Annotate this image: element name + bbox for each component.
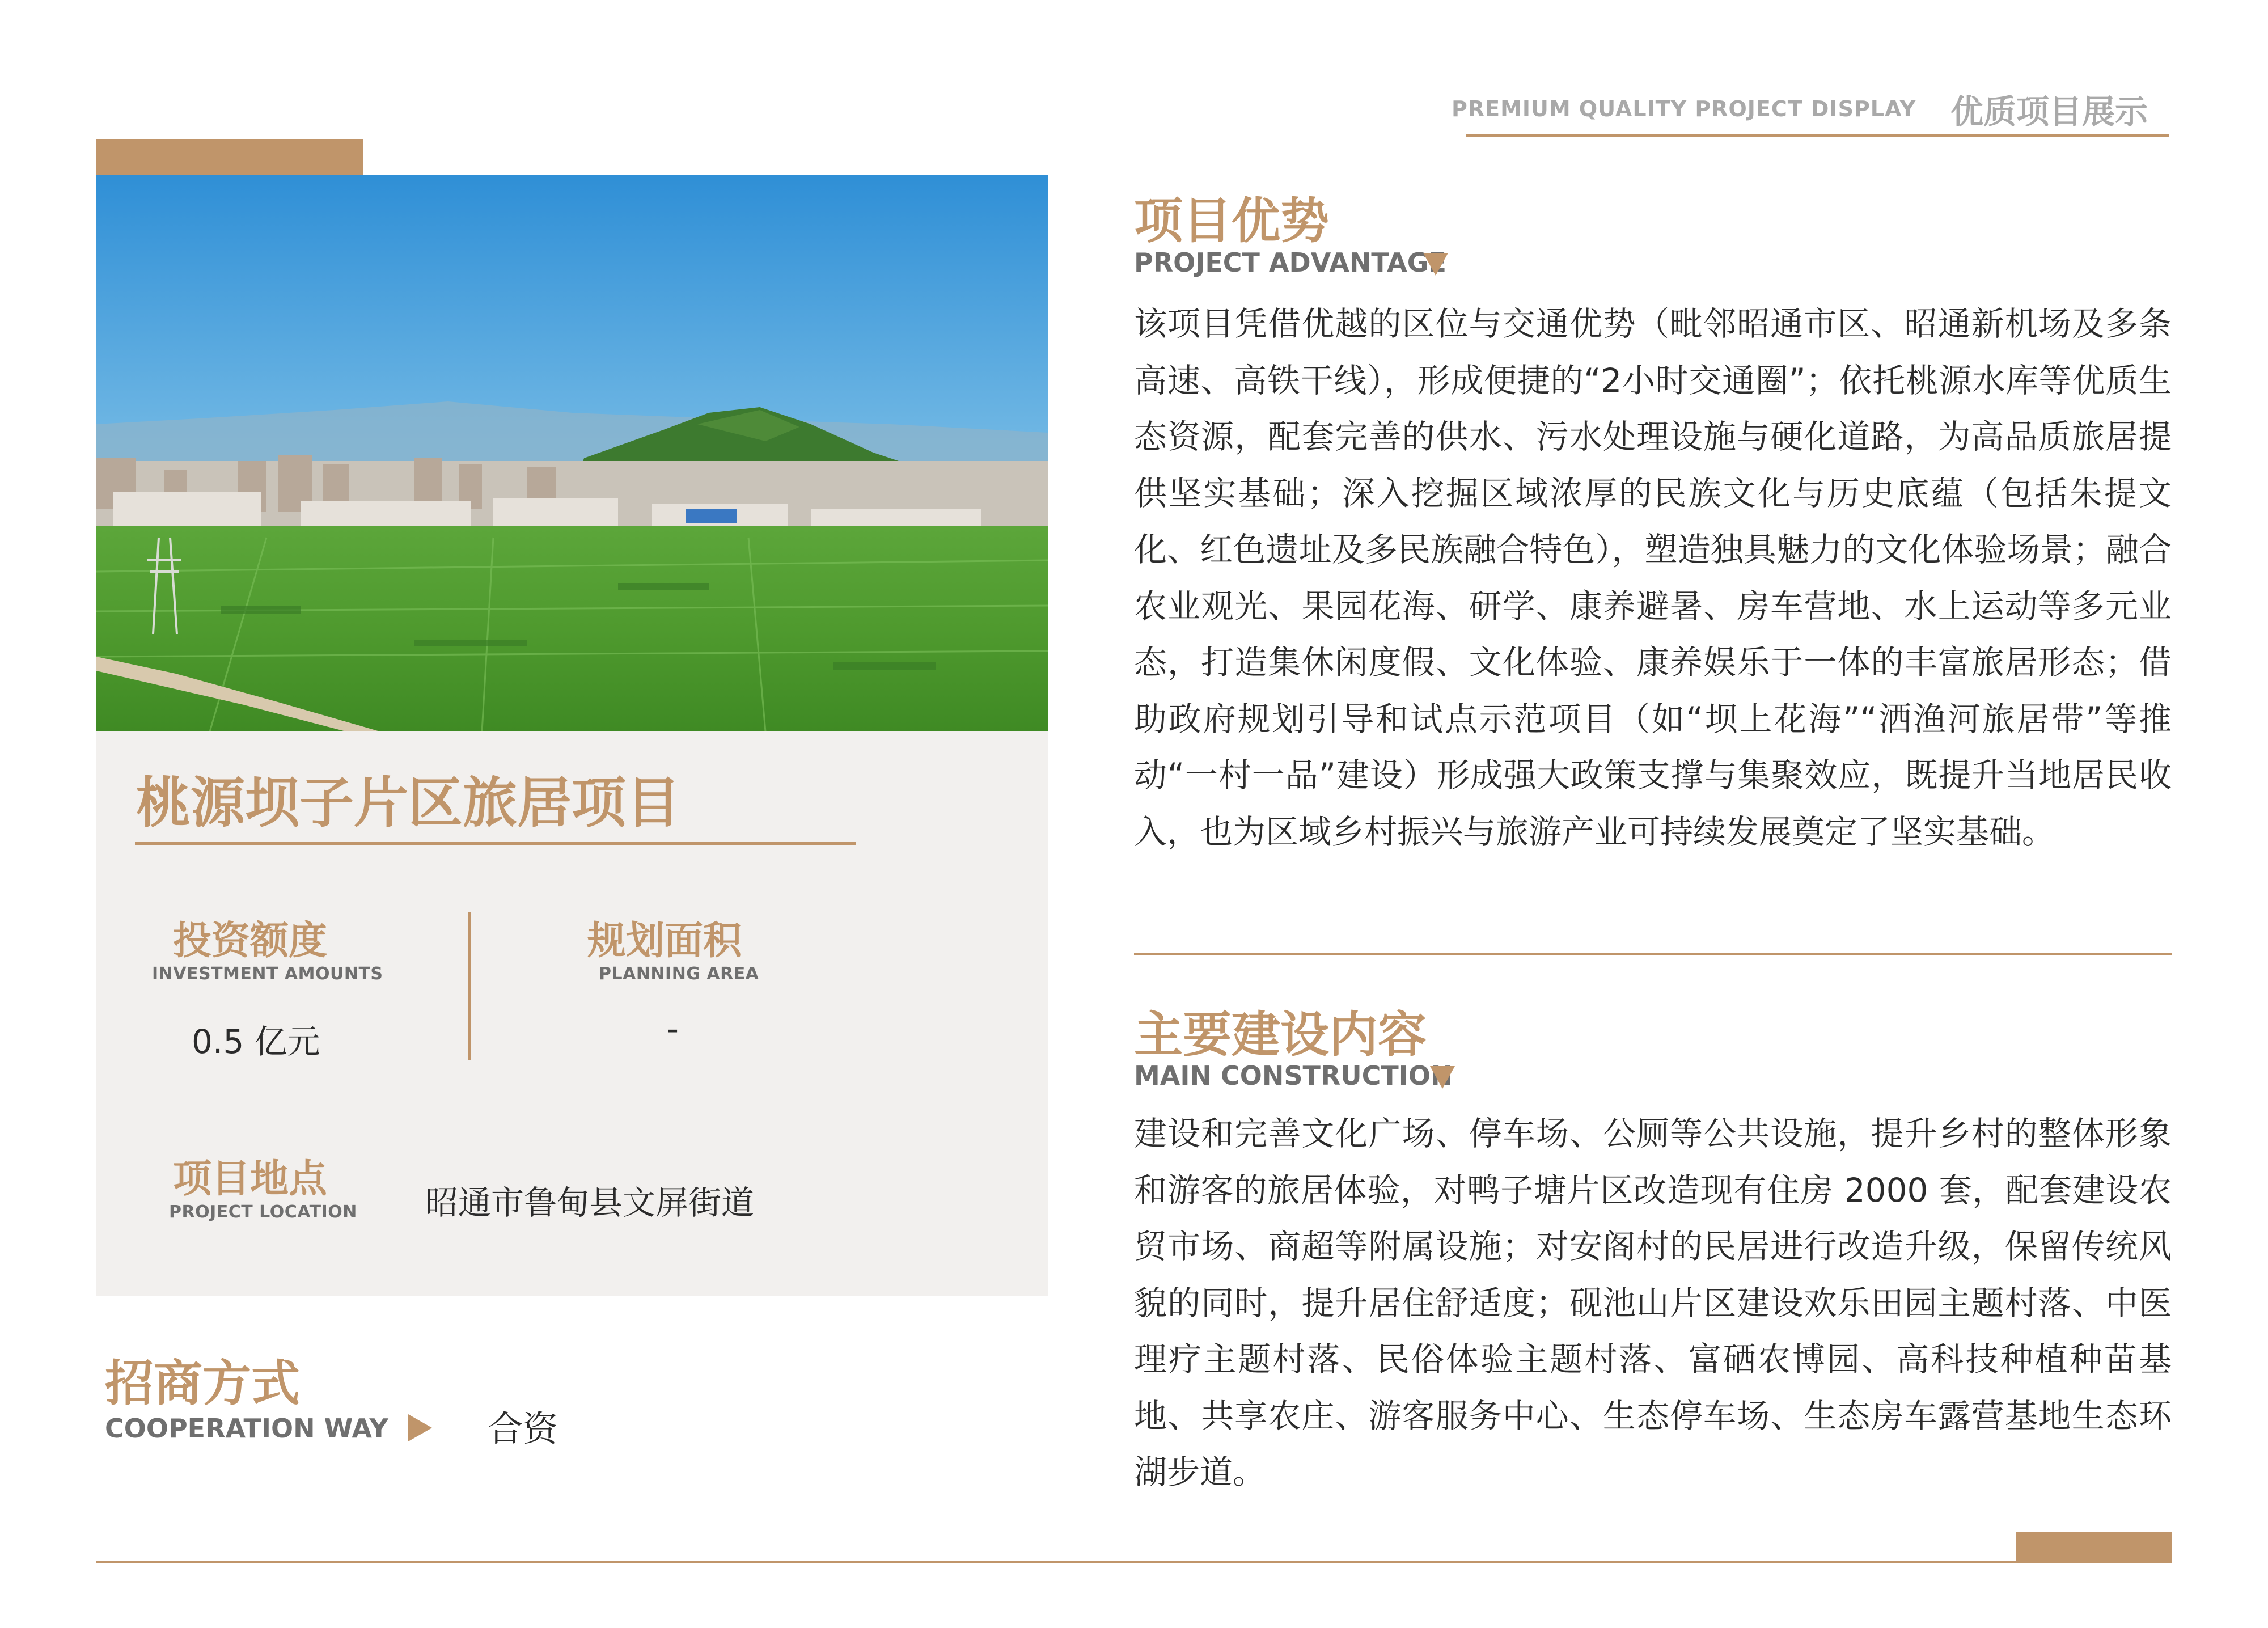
advantage-heading-cn: 项目优势 — [1134, 193, 1329, 250]
footer-divider — [96, 1561, 2172, 1563]
advantage-heading-en: PROJECT ADVANTAGE — [1134, 247, 1446, 278]
construction-heading-cn: 主要建设内容 — [1134, 1007, 1427, 1063]
header-divider — [1466, 134, 2169, 137]
project-title-underline — [135, 842, 856, 845]
triangle-down-icon — [1430, 1066, 1455, 1089]
cooperation-label-cn: 招商方式 — [105, 1355, 300, 1412]
section-divider — [1134, 953, 2172, 955]
header-title-en: PREMIUM QUALITY PROJECT DISPLAY — [1452, 96, 1916, 121]
project-title: 桃源坝子片区旅居项目 — [136, 771, 680, 835]
triangle-down-icon — [1423, 253, 1448, 276]
construction-paragraph: 建设和完善文化广场、停车场、公厕等公共设施，提升乡村的整体形象和游客的旅居体验，对鸭子塘片区改造现有住房 2000 套，配套建设农贸市场、商超等附属设施；对安阁村的民居进行改造升级，保留传统风貌的同时，提升居住舒适度；砚池山片区建设欢乐田园主题村落、中医理疗主题村落、民俗体验主题村落、富硒农博园、高科技种植种苗基地、共享农庄、游客服务中心、生态停车场、生态房车露营基地生态环湖步道。 — [1134, 1114, 2172, 1491]
investment-label-en: INVESTMENT AMOUNTS — [152, 964, 383, 984]
landscape-photo-illustration — [96, 175, 1048, 731]
play-arrow-icon — [408, 1414, 432, 1441]
planning-area-value: - — [667, 1009, 679, 1048]
photo-accent-bar — [96, 139, 363, 175]
planning-area-label-cn: 规划面积 — [587, 919, 742, 963]
header-title-cn: 优质项目展示 — [1950, 92, 2148, 131]
cooperation-value: 合资 — [488, 1408, 558, 1449]
investment-value: 0.5 亿元 — [192, 1022, 320, 1061]
cooperation-label-en: COOPERATION WAY — [105, 1413, 388, 1444]
construction-heading-en: MAIN CONSTRUCTION — [1134, 1060, 1453, 1091]
project-photo — [96, 175, 1048, 731]
advantage-paragraph: 该项目凭借优越的区位与交通优势（毗邻昭通市区、昭通新机场及多条高速、高铁干线），形成便捷的“2小时交通圈”；依托桃源水库等优质生态资源，配套完善的供水、污水处理设施与硬化道路，为高品质旅居提供坚实基础；深入挖掘区域浓厚的民族文化与历史底蕴（包括朱提文化、红色遗址及多民族融合特色），塑造独具魅力的文化体验场景；融合农业观光、果园花海、研学、康养避暑、房车营地、水上运动等多元业态，打造集休闲度假、文化体验、康养娱乐于一体的丰富旅居形态；借助政府规划引导和试点示范项目（如“坝上花海”“洒渔河旅居带”等推动“一村一品”建设）形成强大政策支撑与集聚效应，既提升当地居民收入，也为区域乡村振兴与旅游产业可持续发展奠定了坚实基础。 — [1134, 305, 2172, 851]
info-vertical-divider — [468, 912, 471, 1060]
planning-area-label-en: PLANNING AREA — [599, 964, 759, 984]
investment-label-cn: 投资额度 — [173, 919, 328, 963]
location-label-cn: 项目地点 — [173, 1157, 328, 1202]
location-value: 昭通市鲁甸县文屏街道 — [425, 1183, 755, 1222]
footer-accent-block — [2016, 1532, 2172, 1562]
location-label-en: PROJECT LOCATION — [169, 1202, 357, 1222]
